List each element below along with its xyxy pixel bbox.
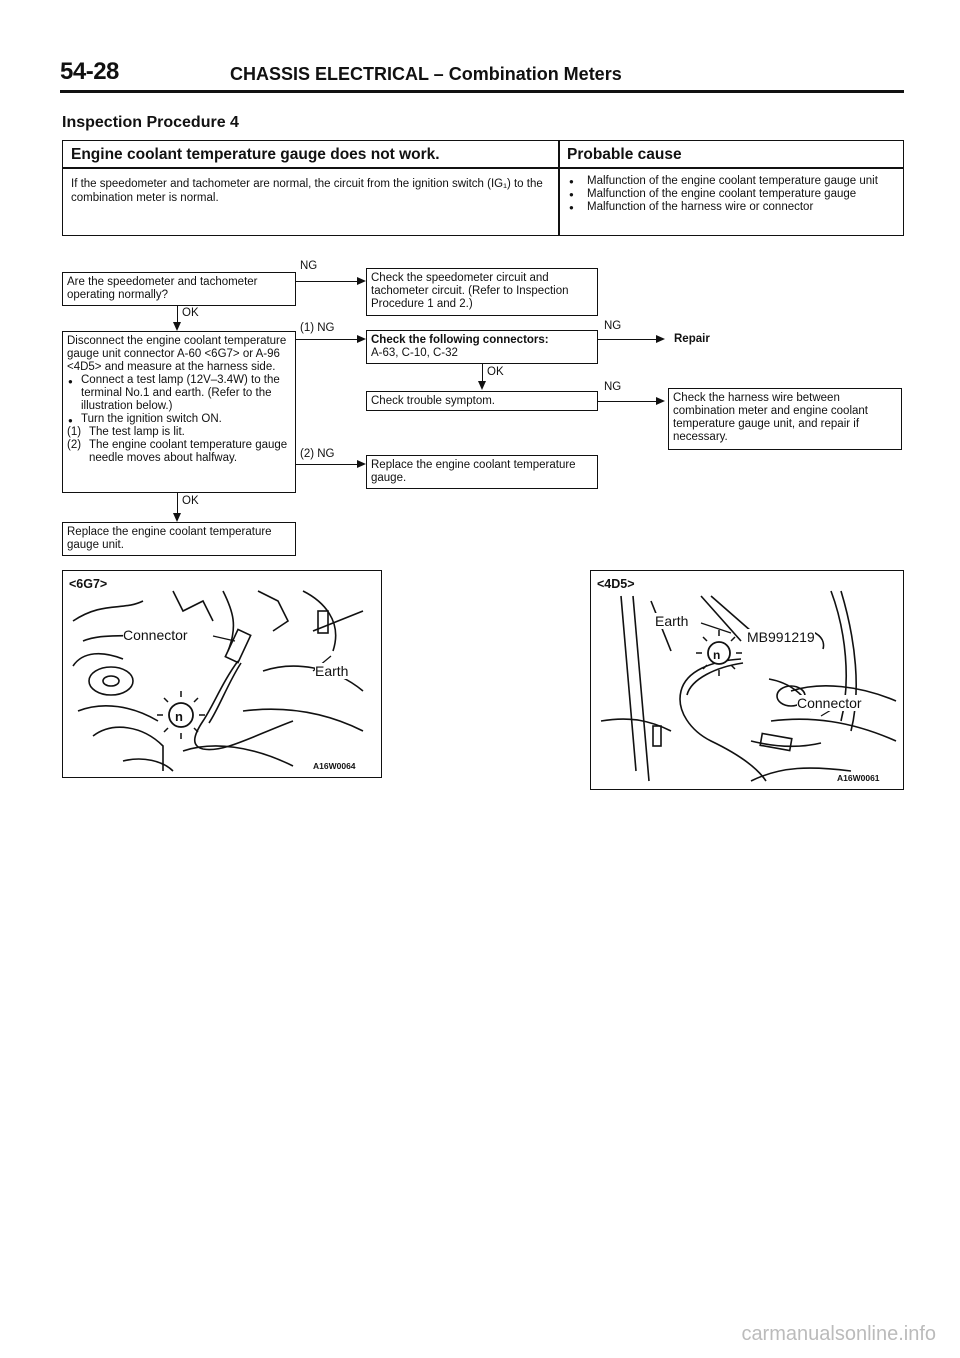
engine-6g7-illustration: [62, 570, 382, 778]
engine-4d5-illustration: [590, 570, 904, 790]
flow-connector: [177, 493, 178, 515]
connector-label: Connector: [797, 695, 862, 711]
probable-cause-heading: Probable cause: [567, 146, 682, 163]
flow-arrow-icon: [173, 513, 181, 522]
symptom-cause-table: [62, 140, 904, 236]
flow-arrow-icon: [656, 397, 665, 405]
disconnect-measure-box: [62, 331, 296, 493]
cause-item: ● Malfunction of the engine coolant temperature gauge unit: [567, 175, 897, 188]
svg-text:n: n: [175, 709, 183, 724]
ng-label: NG: [604, 320, 622, 332]
condition-text: The test lamp is lit.: [89, 426, 185, 438]
illustration-tag: <4D5>: [597, 577, 635, 591]
connector-list: A-63, C-10, C-32: [371, 347, 458, 359]
page-number: 54-28: [60, 58, 119, 85]
symptom-heading: Engine coolant temperature gauge does not work.: [71, 146, 440, 163]
symptom-text: If the speedometer and tachometer are normal, the circuit from the ignition switch (IG₁) to the combination meter is normal.: [71, 178, 543, 204]
cause-item: ● Malfunction of the engine coolant temperature gauge: [567, 188, 897, 201]
header-rule: [60, 90, 904, 93]
engine-connector-drawing: [591, 571, 902, 788]
step-bullet: ● Turn the ignition switch ON.: [67, 413, 291, 426]
connector-label: Connector: [123, 627, 188, 643]
condition-number: (2): [67, 439, 82, 451]
figure-code: A16W0061: [837, 773, 880, 783]
earth-label: Earth: [315, 663, 349, 679]
flow-arrow-icon: [173, 322, 181, 331]
table-divider: [63, 167, 903, 169]
ng-2-label: (2) NG: [300, 448, 335, 460]
flow-connector: [296, 281, 358, 282]
check-connectors-box: [366, 330, 598, 364]
ok-label: OK: [182, 307, 199, 319]
section-title: Inspection Procedure 4: [62, 114, 239, 131]
illustration-tag: <6G7>: [69, 577, 108, 591]
step-intro: Disconnect the engine coolant temperature gauge unit connector A-60 <6G7> or A-96 <4D5> and measure at the harness side.: [67, 335, 287, 373]
flow-connector: [598, 339, 656, 340]
probable-cause-list: [567, 175, 897, 214]
cause-item: ● Malfunction of the harness wire or connector: [567, 201, 897, 214]
earth-label: Earth: [655, 613, 689, 629]
svg-text:n: n: [713, 648, 721, 662]
table-divider: [558, 141, 560, 235]
harness-check-box: Check the harness wire between combination meter and engine coolant temperature gauge unit, and repair if necessary.: [668, 388, 902, 450]
step-bullet: ● Connect a test lamp (12V–3.4W) to the terminal No.1 and earth. (Refer to the illustration below.): [67, 374, 291, 413]
ng-1-label: (1) NG: [300, 322, 335, 334]
figure-code: A16W0064: [313, 761, 356, 771]
flow-arrow-icon: [357, 335, 366, 343]
ok-label: OK: [487, 366, 504, 378]
flow-arrow-icon: [656, 335, 665, 343]
ng-label: NG: [604, 381, 622, 393]
step-instruction-list: [67, 374, 291, 465]
check-symptom-box: Check trouble symptom.: [366, 391, 598, 411]
flow-connector: [598, 401, 656, 402]
question-speedometer-box: Are the speedometer and tachometer operating normally?: [62, 272, 296, 306]
ok-label: OK: [182, 495, 199, 507]
step-condition: [67, 426, 291, 439]
watermark: carmanualsonline.info: [741, 1323, 936, 1345]
condition-text: The engine coolant temperature gauge needle moves about halfway.: [89, 439, 288, 464]
ng-label: NG: [300, 260, 318, 272]
flow-arrow-icon: [478, 381, 486, 390]
check-connectors-title: Check the following connectors:: [371, 334, 549, 346]
step-condition: [67, 439, 291, 465]
repair-label: Repair: [674, 333, 710, 345]
replace-gauge-unit-box: Replace the engine coolant temperature gauge unit.: [62, 522, 296, 556]
flow-connector: [296, 339, 358, 340]
flow-connector: [296, 464, 358, 465]
speedometer-circuit-check-box: Check the speedometer circuit and tachometer circuit. (Refer to Inspection Procedure 1 and 2.): [366, 268, 598, 316]
replace-gauge-box: Replace the engine coolant temperature gauge.: [366, 455, 598, 489]
tool-number-label: MB991219: [747, 629, 815, 645]
page-header-title: CHASSIS ELECTRICAL – Combination Meters: [230, 64, 622, 84]
flow-arrow-icon: [357, 460, 366, 468]
condition-number: (1): [67, 426, 82, 438]
flow-arrow-icon: [357, 277, 366, 285]
